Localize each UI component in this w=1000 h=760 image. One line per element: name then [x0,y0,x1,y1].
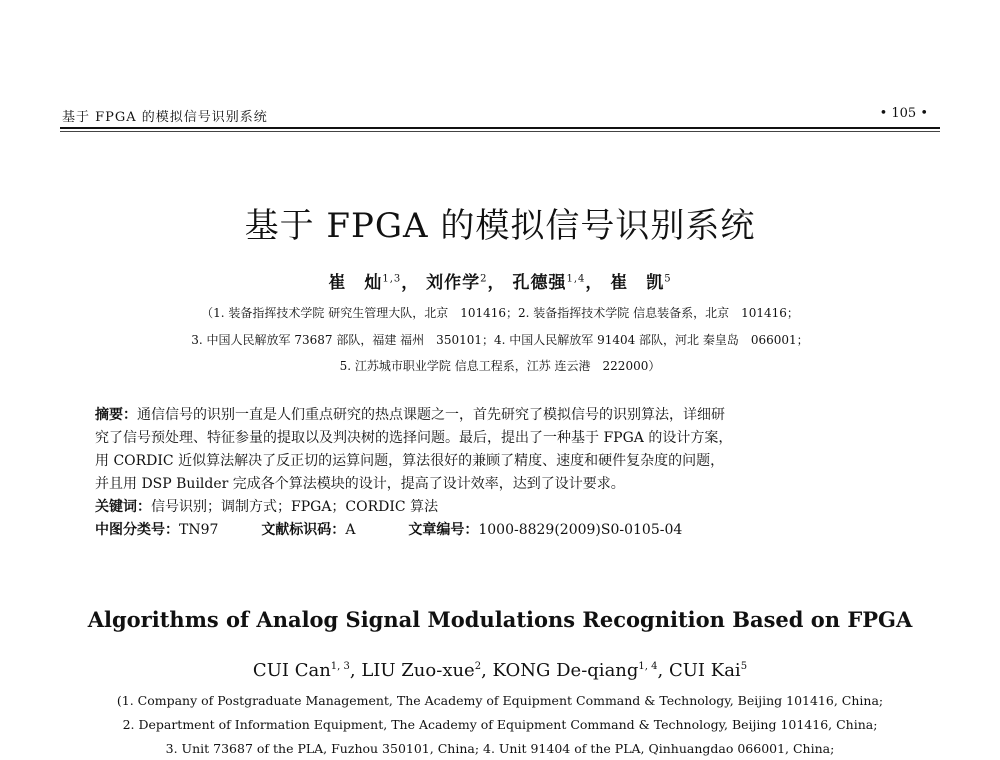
affiliation-cn-line: （1. 装备指挥技术学院 研究生管理大队，北京 101416；2. 装备指挥技术学院 信息装备系，北京 101416； [201,306,799,320]
affiliation-cn-line: 3. 中国人民解放军 73687 部队，福建 福州 350101；4. 中国人民解放军 91404 部队，河北 秦皇岛 066001； [191,333,809,347]
author-en: LIU Zuo-xue$^2$, [361,660,493,681]
abstract-line: 并且用 DSP Builder 完成各个算法模块的设计，提高了设计效率，达到了设计要求。 [95,476,625,492]
paper-title-cn: 基于 FPGA 的模拟信号识别系统 [244,206,756,246]
keywords-label: 关键词： [95,499,151,515]
affiliation-en-line: 3. Unit 73687 of the PLA, Fuzhou 350101, China; 4. Unit 91404 of the PLA, Qinhuangdao 066001, China; [165,741,835,756]
abstract-line: 用 CORDIC 近似算法解决了反正切的运算问题，算法很好的兼顾了精度、速度和硬件复杂度的问题， [95,453,725,469]
abstract-label: 摘要： [95,407,137,423]
page-number: • 105 • [879,106,928,121]
author-cn: 孔德强$^{1,4}$， [512,273,604,293]
author-cn: 刘作学$^2$， [426,273,506,293]
author-en: CUI Kai$^5$ [668,660,748,681]
affiliation-cn-line: 5. 江苏城市职业学院 信息工程系，江苏 连云港 222000） [339,359,661,373]
affiliation-en-line: (1. Company of Postgraduate Management, The Academy of Equipment Command & Technology, Beijing 101416, China; [116,693,884,708]
header-rule-thin [60,131,940,132]
keywords-cn: 关键词：信号识别；调制方式；FPGA；CORDIC 算法 [95,499,439,515]
paper-title-en: Algorithms of Analog Signal Modulations Recognition Based on FPGA [87,607,913,632]
abstract-cn [95,404,895,542]
header-rule-thick [60,127,940,129]
author-en: KONG De-qiang$^{1, 4}$, [492,660,669,681]
author-cn: 崔 灿$^{1,3}$， [328,273,420,293]
author-en: CUI Can$^{1, 3}$, [252,660,362,681]
authors-cn [0,268,1000,293]
classification-line: 中图分类号：TN97 文献标识码：A 文章编号：1000-8829(2009)S0-0105-04 [95,522,683,538]
authors-en [0,660,1000,681]
abstract-line: 究了信号预处理、特征参量的提取以及判决树的选择问题。最后，提出了一种基于 FPGA 的设计方案， [95,430,733,446]
running-header-title: 基于 FPGA 的模拟信号识别系统 [62,110,268,125]
abstract-line: 摘要：通信信号的识别一直是人们重点研究的热点课题之一，首先研究了模拟信号的识别算法，详细研 [95,407,725,423]
affiliation-en-line: 2. Department of Information Equipment, The Academy of Equipment Command & Technology, Beijing 101416, China; [122,717,878,732]
author-cn: 崔 凯$^5$ [610,273,672,293]
